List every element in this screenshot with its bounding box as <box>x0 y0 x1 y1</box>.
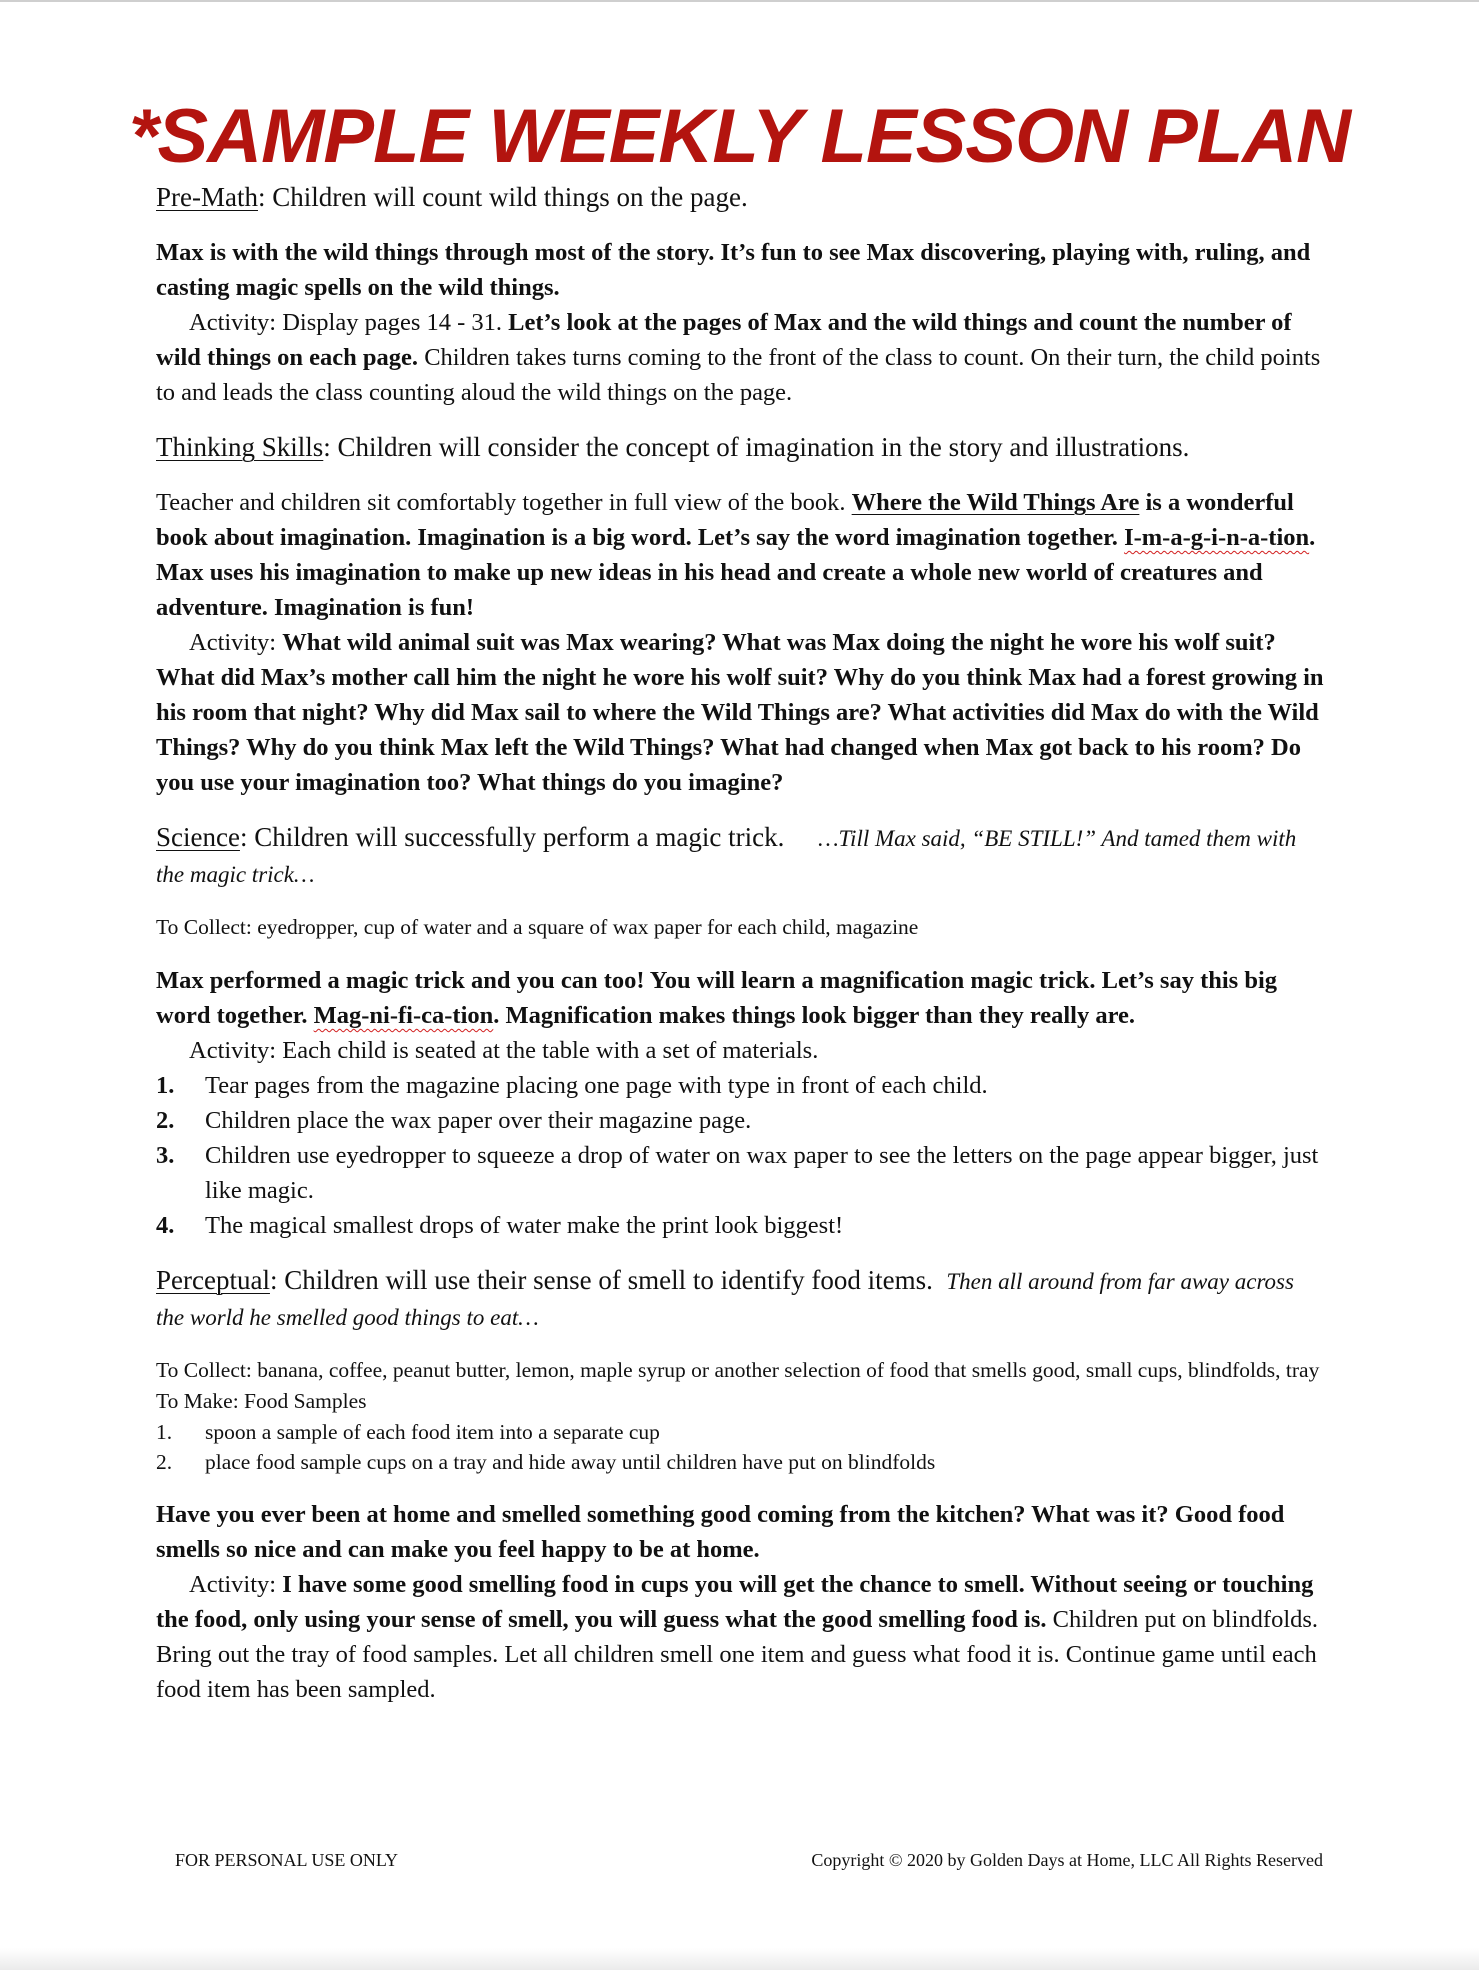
perceptual-discussion: Have you ever been at home and smelled something good coming from the kitchen? What was it? Good food smells so nice and can make you feel happy to be at home. <box>156 1501 1285 1563</box>
activity-text: Each child is seated at the table with a set of materials. <box>282 1037 819 1064</box>
section-perceptual <box>156 1263 1326 1707</box>
section-science <box>156 820 1326 1243</box>
science-intro: Children will successfully perform a magic trick. <box>254 822 785 852</box>
science-bold-2: . Magnification makes things look bigger than they really are. <box>493 1002 1136 1029</box>
make-steps-list <box>156 1417 1326 1477</box>
perceptual-heading: Perceptual <box>156 1265 270 1295</box>
activity-label: Activity: <box>189 309 277 336</box>
science-objective: Science: Children will successfully perform a magic trick. …Till Max said, “BE STILL!” And tamed them with the magic trick… <box>156 822 1297 887</box>
thinking-bold-2: Max uses his imagination to make up new ideas in his head and create a whole new world of creatures and adventure. Imagination is fun! <box>156 559 1263 621</box>
book-title: Where the Wild Things Are <box>851 489 1140 516</box>
perceptual-objective: Perceptual: Children will use their sense of smell to identify food items. Then all around from far away across the world he smelled good things to eat… <box>156 1265 1294 1330</box>
activity-rest-text: Children put on blindfolds. Bring out the tray of food samples. Let all children smell one item and guess what food it is. Continue game until each food item has been sampled. <box>156 1606 1319 1703</box>
activity-text: Display pages 14 - 31. <box>282 309 503 336</box>
thinking-objective: Thinking Skills: Children will consider the concept of imagination in the story and illustrations. <box>156 432 1190 462</box>
science-activity <box>156 1033 1326 1068</box>
science-bold-1: Max performed a magic trick and you can too! You will learn a magnification magic trick. Let’s say this big word together. <box>156 967 1278 1029</box>
thinking-bold-1: is a wonderful book about imagination. Imagination is a big word. Let’s say the word imagination together. <box>156 489 1294 551</box>
list-item: 1. spoon a sample of each food item into a separate cup <box>156 1420 660 1444</box>
section-thinking-skills <box>156 430 1326 800</box>
thinking-discussion: Teacher and children sit comfortably together in full view of the book. Where the Wild Things Are is a wonderful book about imagination. Imagination is a big word. Let’s say the word imagination together. I-m-a-g-i-n-a-tion. Max uses his imagination to make up new ideas in his head and create a whole new world of creatures and adventure. Imagination is fun! <box>156 489 1316 621</box>
activity-questions: What wild animal suit was Max wearing? What was Max doing the night he wore his wolf suit? What did Max’s mother call him the night he wore his wolf suit? Why do you think Max had a forest growing in his room that night? Why did Max sail to where the Wild Things are? What activities did Max do with the Wild Things? Why do you think Max left the Wild Things? What had changed when Max got back to his room? Do you use your imagination too? What things do you imagine? <box>156 629 1324 796</box>
pre-math-intro: Children will count wild things on the page. <box>272 182 748 212</box>
pre-math-heading: Pre-Math <box>156 182 258 212</box>
list-item: 3. Children use eyedropper to squeeze a drop of water on wax paper to see the letters on the page appear bigger, just like magic. <box>156 1142 1319 1204</box>
list-item: 2. place food sample cups on a tray and hide away until children have put on blindfolds <box>156 1450 936 1474</box>
perceptual-intro: Children will use their sense of smell to identify food items. <box>284 1265 933 1295</box>
thinking-activity <box>156 625 1326 800</box>
magnification-syllables: Mag-ni-fi-ca-tion <box>313 1002 494 1029</box>
page-bottom-edge <box>0 1948 1479 1970</box>
imagination-syllables: I-m-a-g-i-n-a-tion <box>1124 524 1310 551</box>
list-item: 4. The magical smallest drops of water make the print look biggest! <box>156 1212 844 1239</box>
pre-math-objective: Pre-Math: Children will count wild things on the page. <box>156 182 748 212</box>
lesson-content <box>156 180 1326 1707</box>
science-discussion <box>156 963 1326 1033</box>
science-collect: To Collect: eyedropper, cup of water and a square of wax paper for each child, magazine <box>156 915 919 939</box>
footer-usage-note: FOR PERSONAL USE ONLY <box>175 1850 399 1870</box>
activity-bold-text: Let’s look at the pages of Max and the wild things and count the number of wild things on each page. <box>156 309 1292 371</box>
activity-label: Activity: <box>189 1037 277 1064</box>
pre-math-activity <box>156 305 1326 410</box>
perceptual-quote: Then all around from far away across the world he smelled good things to eat… <box>156 1269 1294 1330</box>
list-item: 1. Tear pages from the magazine placing one page with type in front of each child. <box>156 1072 988 1099</box>
activity-bold-text: I have some good smelling food in cups you will get the chance to smell. Without seeing or touching the food, only using your sense of smell, you will guess what the good smelling food is. <box>156 1571 1314 1633</box>
perceptual-activity <box>156 1567 1326 1707</box>
activity-rest-text: Children takes turns coming to the front of the class to count. On their turn, the child points to and leads the class counting aloud the wild things on the page. <box>156 344 1321 406</box>
perceptual-make: To Make: Food Samples <box>156 1389 367 1413</box>
activity-label: Activity: <box>189 1571 277 1598</box>
activity-label: Activity: <box>189 629 277 656</box>
list-item: 2. Children place the wax paper over their magazine page. <box>156 1107 752 1134</box>
science-quote: …Till Max said, “BE STILL!” And tamed them with the magic trick… <box>156 826 1297 887</box>
perceptual-collect: To Collect: banana, coffee, peanut butter, lemon, maple syrup or another selection of food that smells good, small cups, blindfolds, tray <box>156 1358 1320 1382</box>
section-pre-math <box>156 180 1326 410</box>
thinking-heading: Thinking Skills <box>156 432 324 462</box>
pre-math-discussion: Max is with the wild things through most of the story. It’s fun to see Max discovering, playing with, ruling, and casting magic spells on the wild things. <box>156 239 1311 301</box>
page-title: *SAMPLE WEEKLY LESSON PLAN <box>128 94 1351 179</box>
science-heading: Science <box>156 822 240 852</box>
footer-copyright: Copyright © 2020 by Golden Days at Home, LLC All Rights Reserved <box>811 1850 1323 1870</box>
thinking-lead: Teacher and children sit comfortably together in full view of the book. <box>156 489 846 516</box>
science-steps-list <box>156 1068 1326 1243</box>
thinking-intro: Children will consider the concept of imagination in the story and illustrations. <box>337 432 1190 462</box>
